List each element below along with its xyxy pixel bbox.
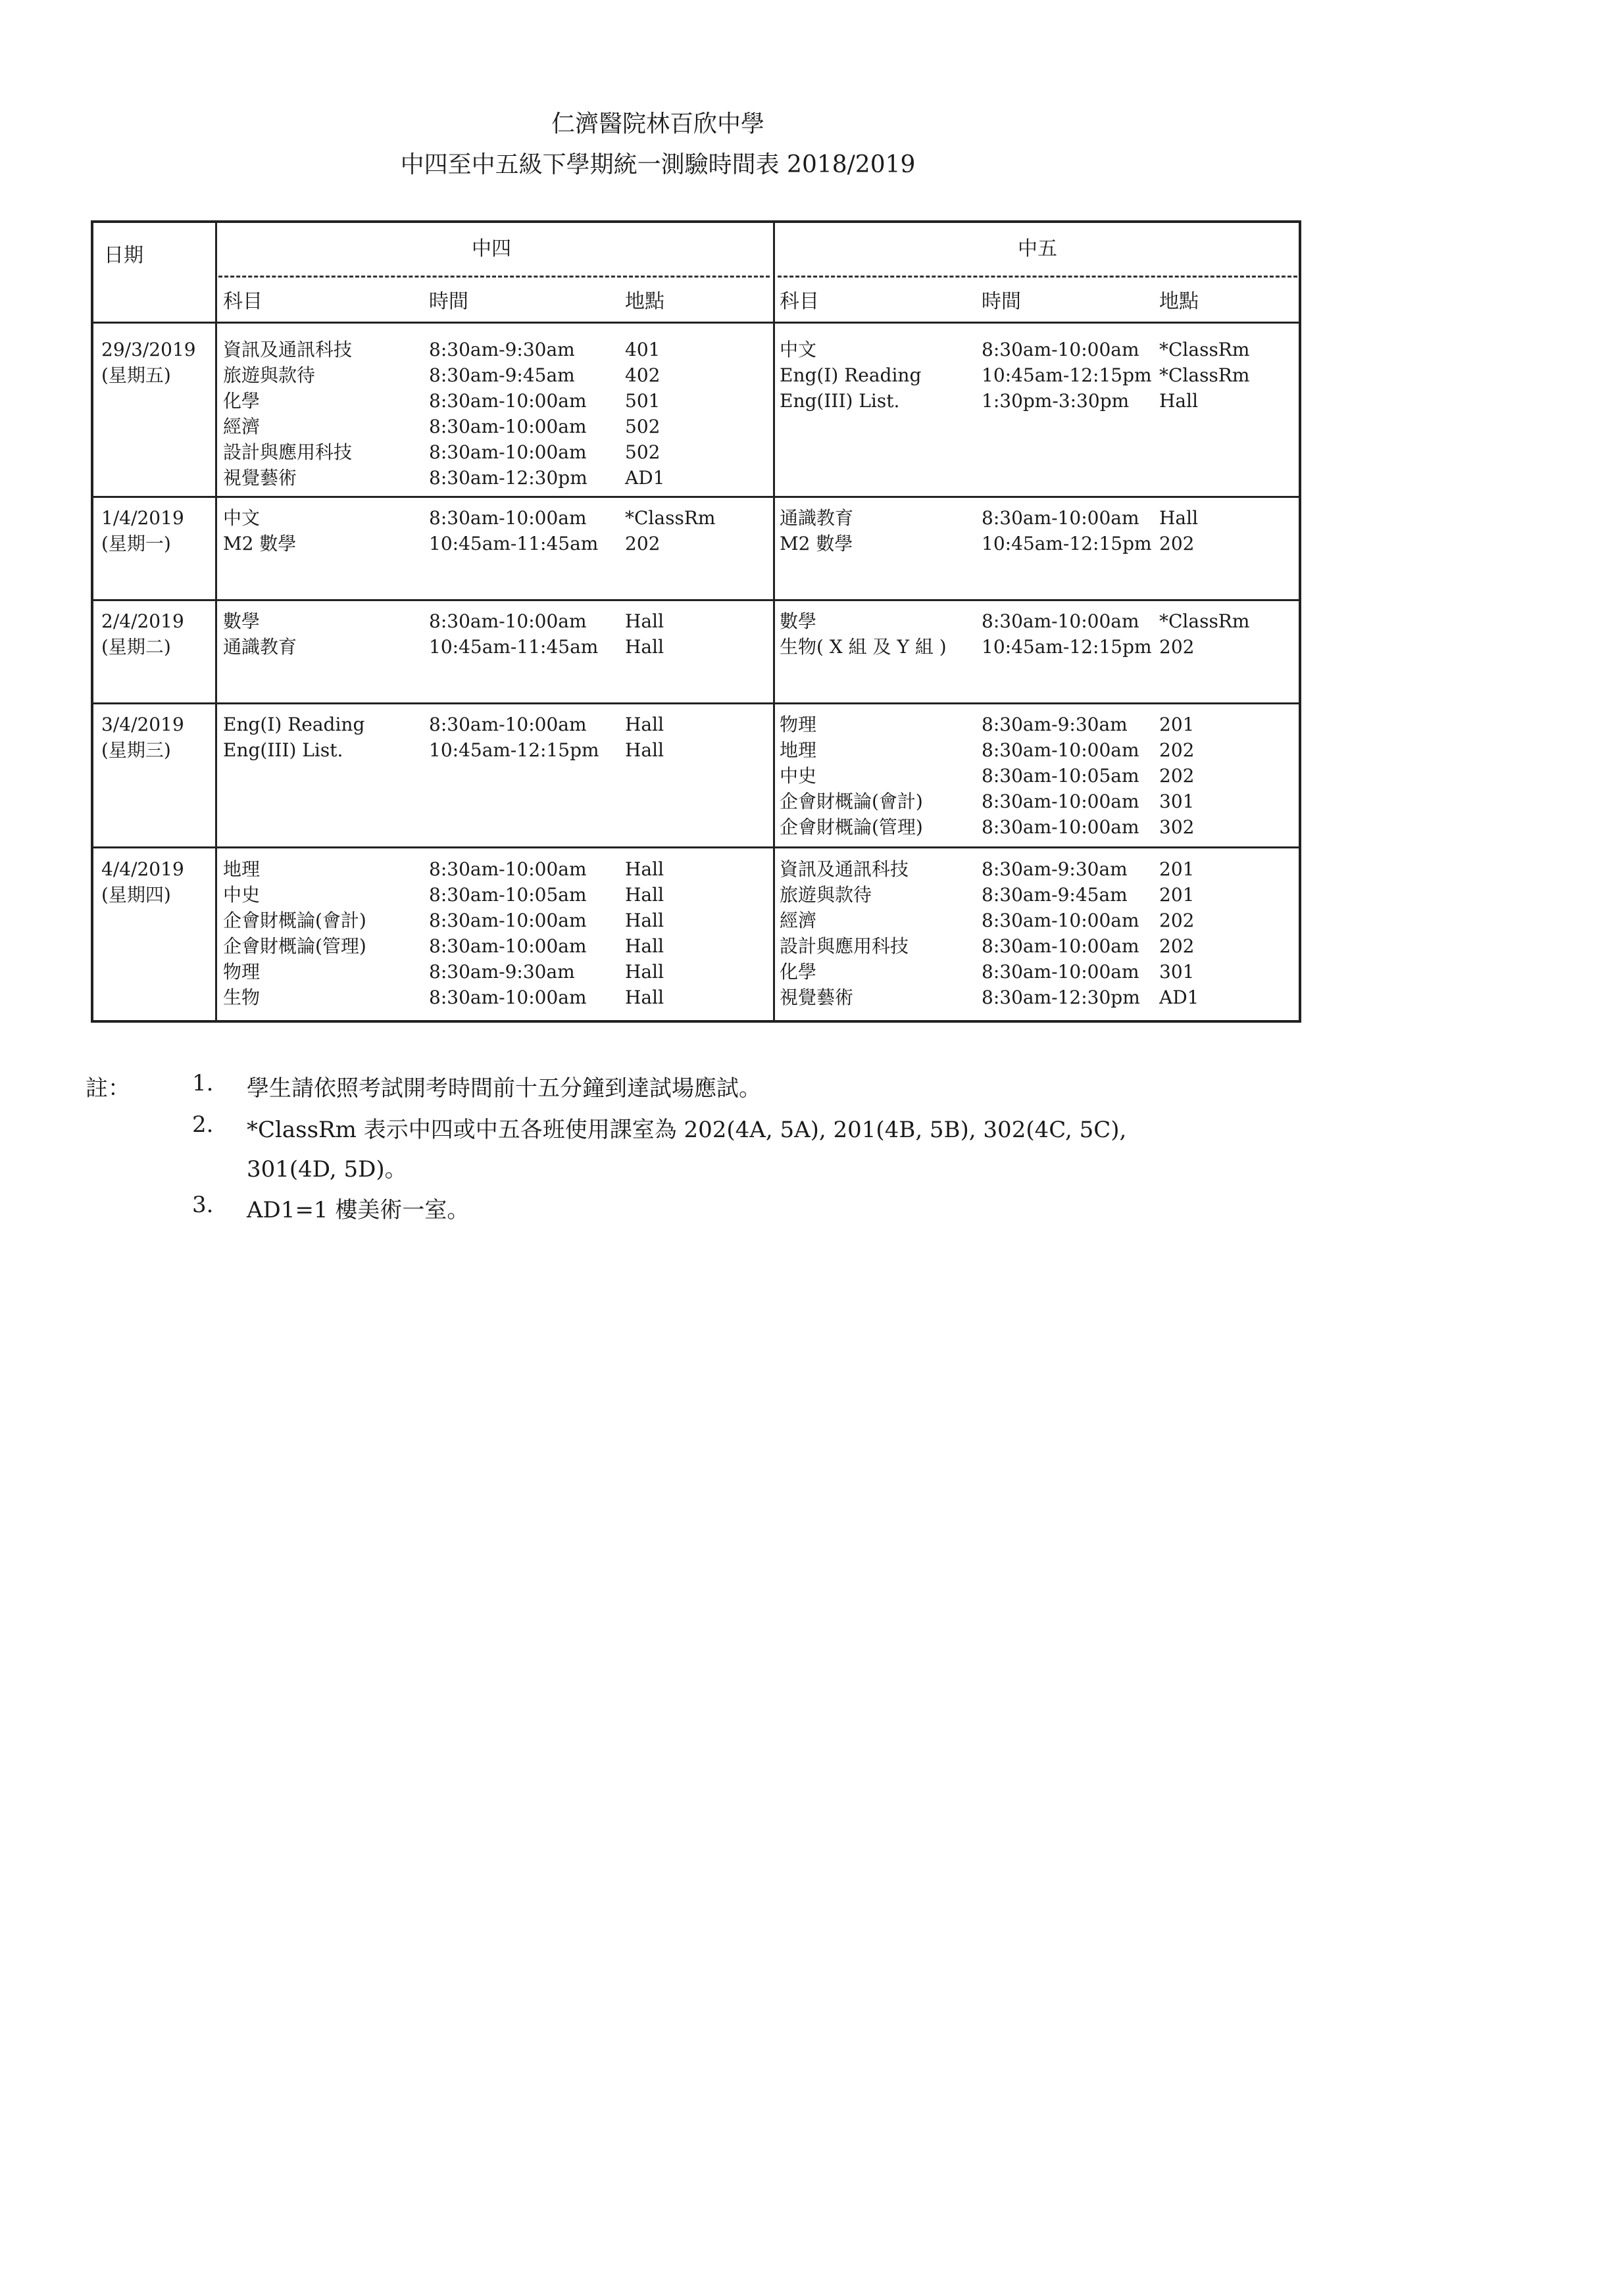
cell-line: 中史: [780, 765, 817, 787]
cell-line: Hall: [625, 610, 664, 632]
f4-subjects: [223, 608, 297, 660]
cell-line: AD1: [625, 467, 665, 489]
cell-line: 8:30am-10:00am: [982, 910, 1139, 931]
f4-venues: [625, 608, 664, 660]
cell-line: 202: [1159, 533, 1195, 554]
f5-subjects: [780, 608, 947, 660]
cell-line: 設計與應用科技: [223, 441, 353, 463]
f4-times: [429, 856, 587, 1010]
cell-line: 中文: [223, 507, 261, 529]
cell-line: 8:30am-10:00am: [429, 416, 587, 437]
cell-line: M2 數學: [780, 533, 853, 554]
cell-line: 生物( X 組 及 Y 組 ): [780, 636, 947, 658]
cell-line: 中史: [223, 884, 261, 906]
cell-line: 8:30am-10:00am: [982, 739, 1139, 761]
f5-times: [982, 608, 1152, 660]
cell-line: 202: [1159, 765, 1195, 787]
cell-line: 202: [1159, 935, 1195, 957]
note-number: 2.: [192, 1111, 214, 1138]
cell-line: 8:30am-10:00am: [982, 816, 1139, 838]
f5-venues: [1159, 712, 1194, 840]
cell-line: 202: [1159, 636, 1195, 658]
cell-line: *ClassRm: [1159, 610, 1250, 632]
f5-venues: [1159, 608, 1249, 660]
cell-line: 物理: [223, 961, 261, 983]
note-text: 學生請依照考試開考時間前十五分鐘到達試場應試。: [247, 1075, 761, 1102]
cell-line: 8:30am-12:30pm: [982, 987, 1140, 1008]
exam-date: [101, 712, 184, 763]
cell-line: 生物: [223, 987, 261, 1008]
f4-times: [429, 337, 587, 491]
cell-line: 數學: [780, 610, 817, 632]
cell-line: 8:30am-10:00am: [982, 935, 1139, 957]
cell-line: (星期三): [101, 739, 171, 761]
cell-line: 302: [1159, 816, 1195, 838]
cell-line: Hall: [625, 910, 664, 931]
cell-line: 8:30am-10:00am: [429, 610, 587, 632]
note-number: 1.: [192, 1070, 214, 1096]
cell-line: 企會財概論(會計): [223, 910, 366, 931]
exam-date: [101, 856, 184, 908]
f5-times: [982, 337, 1152, 414]
f5-times: [982, 505, 1152, 556]
cell-line: 通識教育: [223, 636, 297, 658]
f5-subjects: [780, 505, 853, 556]
cell-line: 旅遊與款待: [223, 364, 316, 386]
cell-line: 8:30am-10:00am: [429, 910, 587, 931]
cell-line: 8:30am-10:00am: [429, 390, 587, 412]
cell-line: 502: [625, 416, 661, 437]
cell-line: (星期二): [101, 636, 171, 658]
note-number: 3.: [192, 1192, 214, 1218]
cell-line: Hall: [625, 961, 664, 983]
cell-line: 物理: [780, 714, 817, 735]
cell-line: 202: [625, 533, 661, 554]
f4-times: [429, 712, 599, 763]
cell-line: 經濟: [780, 910, 817, 931]
cell-line: *ClassRm: [625, 507, 716, 529]
cell-line: 8:30am-10:00am: [429, 507, 587, 529]
exam-timetable: [91, 220, 1301, 1023]
f5-subjects: [780, 712, 923, 840]
cell-line: 10:45am-12:15pm: [982, 636, 1152, 658]
cell-line: 8:30am-9:45am: [429, 364, 575, 386]
cell-line: 8:30am-10:00am: [429, 987, 587, 1008]
cell-line: 8:30am-12:30pm: [429, 467, 587, 489]
exam-date: [101, 337, 196, 388]
f4-subjects: [223, 505, 296, 556]
cell-line: 501: [625, 390, 661, 412]
cell-line: 201: [1159, 858, 1195, 880]
f5-times: [982, 712, 1139, 840]
f5-subjects: [780, 337, 921, 414]
cell-line: AD1: [1159, 987, 1199, 1008]
cell-line: 1/4/2019: [101, 507, 184, 529]
cell-line: *ClassRm: [1159, 339, 1250, 360]
cell-line: 8:30am-9:30am: [982, 858, 1128, 880]
cell-line: 化學: [223, 390, 261, 412]
cell-line: 8:30am-9:30am: [429, 961, 575, 983]
cell-line: 8:30am-10:05am: [429, 884, 587, 906]
exam-date: [101, 608, 184, 660]
cell-line: Hall: [625, 884, 664, 906]
cell-line: Eng(I) Reading: [223, 714, 365, 735]
cell-line: 301: [1159, 791, 1195, 812]
f5-header: 中五: [1018, 237, 1057, 260]
cell-line: Eng(III) List.: [780, 390, 900, 412]
f4-venues: [625, 505, 715, 556]
cell-line: Hall: [625, 636, 664, 658]
f4-venues: [625, 712, 664, 763]
f4-times: [429, 608, 598, 660]
cell-line: 401: [625, 339, 661, 360]
f5-venues: [1159, 337, 1249, 414]
row-divider: [93, 846, 1299, 848]
f4-subjects: [223, 712, 364, 763]
cell-line: 8:30am-10:00am: [982, 339, 1139, 360]
note-text: *ClassRm 表示中四或中五各班使用課室為 202(4A, 5A), 201(4B, 5B), 302(4C, 5C),: [247, 1117, 1127, 1143]
cell-line: 8:30am-10:00am: [429, 935, 587, 957]
cell-line: 中文: [780, 339, 817, 360]
cell-line: 8:30am-10:05am: [982, 765, 1139, 787]
note-text: AD1=1 樓美術一室。: [247, 1197, 470, 1223]
cell-line: 10:45am-11:45am: [429, 636, 599, 658]
cell-line: (星期四): [101, 884, 171, 906]
row-divider: [93, 702, 1299, 704]
cell-line: 企會財概論(管理): [223, 935, 366, 957]
f4-dashed-divider: [218, 276, 770, 278]
cell-line: Hall: [1159, 390, 1199, 412]
f4-venues: [625, 856, 664, 1010]
cell-line: 10:45am-12:15pm: [982, 364, 1152, 386]
cell-line: 企會財概論(會計): [780, 791, 923, 812]
f4-venues: [625, 337, 664, 491]
cell-line: 地理: [780, 739, 817, 761]
cell-line: 201: [1159, 884, 1195, 906]
cell-line: 29/3/2019: [101, 339, 196, 360]
date-header: 日期: [104, 244, 143, 267]
f5-venues: [1159, 856, 1199, 1010]
cell-line: 8:30am-9:45am: [982, 884, 1128, 906]
page-title: 中四至中五級下學期統一測驗時間表 2018/2019: [400, 151, 916, 178]
school-name: 仁濟醫院林百欣中學: [551, 110, 764, 137]
cell-line: Hall: [625, 987, 664, 1008]
cell-line: Hall: [625, 935, 664, 957]
notes-label: 註：: [86, 1075, 130, 1102]
f5-venue-header: 地點: [1159, 290, 1199, 313]
cell-line: 8:30am-10:00am: [982, 610, 1139, 632]
f4-venue-header: 地點: [625, 290, 664, 313]
cell-line: Hall: [625, 739, 664, 761]
cell-line: *ClassRm: [1159, 364, 1250, 386]
cell-line: 1:30pm-3:30pm: [982, 390, 1130, 412]
f4-subject-header: 科目: [223, 290, 262, 313]
cell-line: 資訊及通訊科技: [223, 339, 353, 360]
f5-subject-header: 科目: [780, 290, 819, 313]
cell-line: 10:45am-11:45am: [429, 533, 599, 554]
cell-line: 旅遊與款待: [780, 884, 872, 906]
cell-line: 8:30am-10:00am: [429, 858, 587, 880]
cell-line: 8:30am-10:00am: [429, 441, 587, 463]
cell-line: 通識教育: [780, 507, 854, 529]
f4-subjects: [223, 337, 352, 491]
cell-line: Eng(III) List.: [223, 739, 343, 761]
f4-time-header: 時間: [429, 290, 468, 313]
date-column-divider: [215, 223, 217, 1020]
cell-line: 設計與應用科技: [780, 935, 909, 957]
cell-line: 8:30am-10:00am: [982, 961, 1139, 983]
cell-line: 資訊及通訊科技: [780, 858, 909, 880]
cell-line: 8:30am-9:30am: [429, 339, 575, 360]
cell-line: 8:30am-10:00am: [982, 507, 1139, 529]
cell-line: (星期一): [101, 533, 171, 554]
cell-line: 10:45am-12:15pm: [982, 533, 1152, 554]
cell-line: 201: [1159, 714, 1195, 735]
cell-line: 視覺藝術: [780, 987, 854, 1008]
f5-subjects: [780, 856, 909, 1010]
cell-line: Hall: [1159, 507, 1199, 529]
cell-line: 視覺藝術: [223, 467, 297, 489]
header-divider: [93, 322, 1299, 324]
cell-line: 企會財概論(管理): [780, 816, 923, 838]
cell-line: 8:30am-9:30am: [982, 714, 1128, 735]
row-divider: [93, 599, 1299, 601]
cell-line: 經濟: [223, 416, 261, 437]
cell-line: 502: [625, 441, 661, 463]
f5-dashed-divider: [778, 276, 1297, 278]
f4-subjects: [223, 856, 366, 1010]
cell-line: Hall: [625, 714, 664, 735]
cell-line: 3/4/2019: [101, 714, 184, 735]
cell-line: 8:30am-10:00am: [982, 791, 1139, 812]
cell-line: (星期五): [101, 364, 171, 386]
f4-times: [429, 505, 598, 556]
cell-line: M2 數學: [223, 533, 297, 554]
cell-line: 10:45am-12:15pm: [429, 739, 599, 761]
cell-line: 202: [1159, 739, 1195, 761]
cell-line: 4/4/2019: [101, 858, 184, 880]
cell-line: 數學: [223, 610, 261, 632]
cell-line: 地理: [223, 858, 261, 880]
cell-line: 202: [1159, 910, 1195, 931]
note-text-continued: 301(4D, 5D)。: [247, 1156, 407, 1183]
f5-times: [982, 856, 1140, 1010]
cell-line: 301: [1159, 961, 1195, 983]
row-divider: [93, 496, 1299, 498]
cell-line: 2/4/2019: [101, 610, 184, 632]
f5-venues: [1159, 505, 1198, 556]
cell-line: Hall: [625, 858, 664, 880]
cell-line: 8:30am-10:00am: [429, 714, 587, 735]
f4-header: 中四: [472, 237, 511, 260]
form-divider: [773, 223, 775, 1020]
exam-date: [101, 505, 184, 556]
cell-line: 化學: [780, 961, 817, 983]
cell-line: 402: [625, 364, 661, 386]
f5-time-header: 時間: [982, 290, 1021, 313]
cell-line: Eng(I) Reading: [780, 364, 922, 386]
